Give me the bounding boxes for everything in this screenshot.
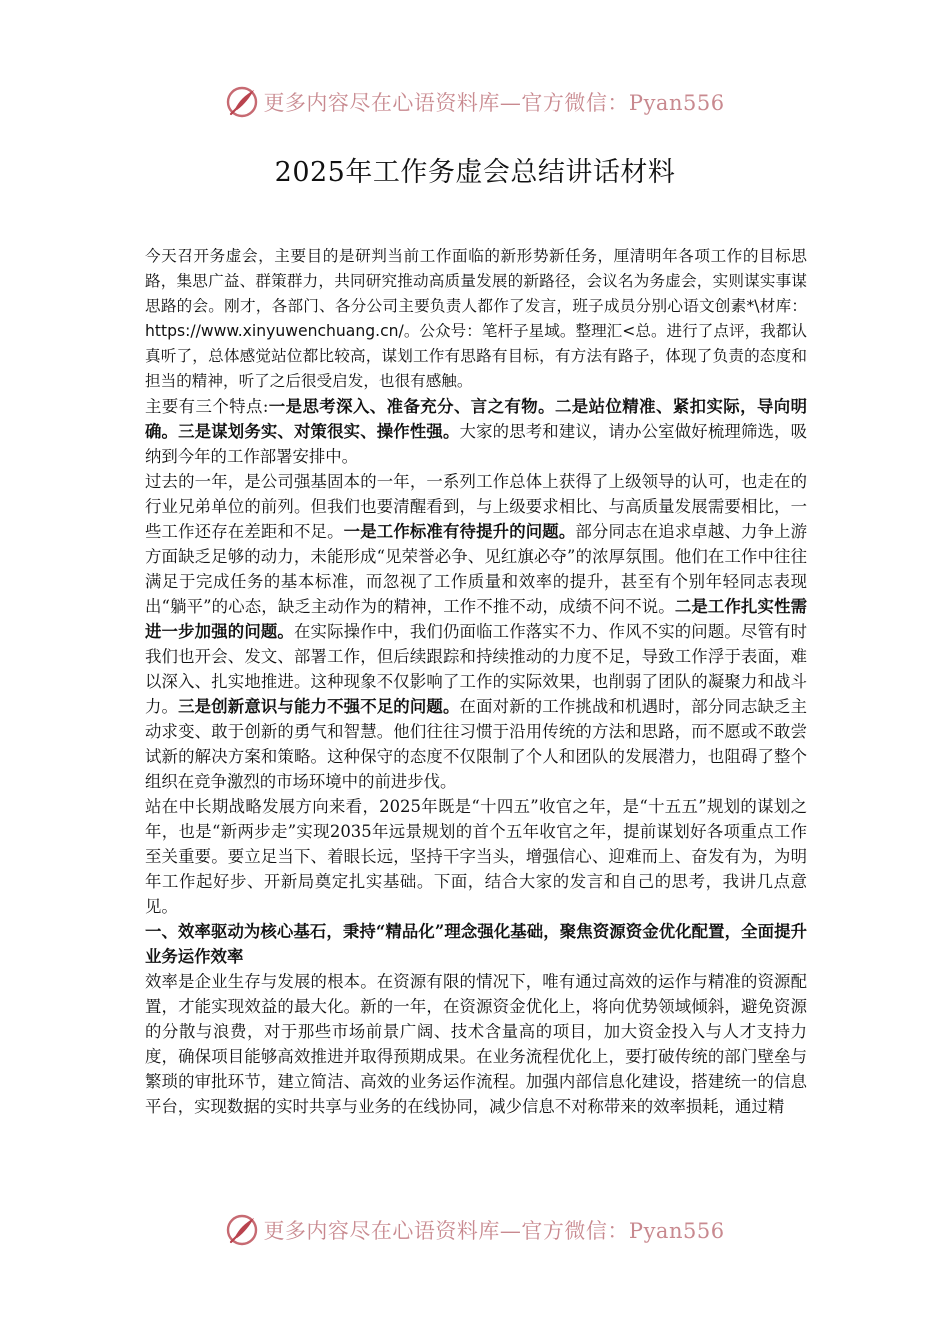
- features-bold: 一是思考深入、准备充分、言之有物。二是站位精准、紧扣实际，导向明确。三是谋划务实、对策很实、操作性强。: [145, 397, 807, 441]
- paragraph-features: [145, 394, 807, 469]
- banner-text: 更多内容尽在心语资料库—官方微信：Pyan556: [263, 91, 725, 115]
- section-heading-1: 一、效率驱动为核心基石，秉持“精品化”理念强化基础，聚焦资源资金优化配置，全面提升业务运作效率: [145, 922, 807, 966]
- problems-lead: 过去的一年，是公司强基固本的一年，一系列工作总体上获得了上级领导的认可，也走在的行业兄弟单位的前列。但我们也要清醒看到，与上级要求相比、与高质量发展需要相比，一些工作还存在差距和不足。: [145, 472, 807, 541]
- paragraph-intro: 今天召开务虚会，主要目的是研判当前工作面临的新形势新任务，厘清明年各项工作的目标思路，集思广益、群策群力，共同研究推动高质量发展的新路径，会议名为务虚会，实则谋实事谋思路的会。刚才，各部门、各分公司主要负责人都作了发言，班子成员分别心语文创素*\材库：https://www.xinyuwenchuang.cn/。公众号：笔杆子星域。整理汇<总。进行了点评，我都认真听了，总体感觉站位都比较高，谋划工作有思路有目标，有方法有路子，体现了负责的态度和担当的精神，听了之后很受启发，也很有感触。: [145, 247, 807, 390]
- problem-two-heading: 二是工作扎实性需进一步加强的问题。: [145, 597, 808, 641]
- problem-two-text: 在实际操作中，我们仍面临工作落实不力、作风不实的问题。尽管有时我们也开会、发文、部署工作，但后续跟踪和持续推动的力度不足，导致工作浮于表面，难以深入、扎实地推进。这种现象不仅影响了工作的实际效果，也削弱了团队的凝聚力和战斗力。: [145, 622, 808, 716]
- paragraph-efficiency: 效率是企业生存与发展的根本。在资源有限的情况下，唯有通过高效的运作与精准的资源配置，才能实现效益的最大化。新的一年，在资源资金优化上，将向优势领域倾斜，避免资源的分散与浪费，对于那些市场前景广阔、技术含量高的项目，加大资金投入与人才支持力度，确保项目能够高效推进并取得预期成果。在业务流程优化上，要打破传统的部门壁垒与繁琐的审批环节，建立简洁、高效的业务运作流程。加强内部信息化建设，搭建统一的信息平台，实现数据的实时共享与业务的在线协同，减少信息不对称带来的效率损耗，通过精: [145, 972, 807, 1116]
- paragraph-strategy: 站在中长期战略发展方向来看，2025年既是“十四五”收官之年，是“十五五”规划的谋划之年，也是“新两步走”实现2035年远景规划的首个五年收官之年，提前谋划好各项重点工作至关重要。要立足当下、着眼长远，坚持干字当头，增强信心、迎难而上、奋发有为，为明年工作起好步、开新局奠定扎实基础。下面，结合大家的发言和自己的思考，我讲几点意见。: [145, 797, 807, 916]
- banner-text: 更多内容尽在心语资料库—官方微信：Pyan556: [263, 1219, 725, 1243]
- problem-one-heading: 一是工作标准有待提升的问题。: [343, 522, 576, 541]
- problem-three-text: 在面对新的工作挑战和机遇时，部分同志缺乏主动求变、敢于创新的勇气和智慧。他们往往习惯于沿用传统的方法和思路，而不愿或不敢尝试新的解决方案和策略。这种保守的态度不仅限制了个人和团队的发展潜力，也阻碍了整个组织在竞争激烈的市场环境中的前进步伐。: [145, 697, 808, 791]
- problem-three-heading: 三是创新意识与能力不强不足的问题。: [178, 697, 460, 716]
- document-body: [145, 244, 807, 1119]
- header-banner: [0, 82, 950, 122]
- footer-banner: [0, 1210, 950, 1250]
- features-tail: 大家的思考和建议，请办公室做好梳理筛选，吸纳到今年的工作部署安排中。: [145, 422, 808, 466]
- quill-logo-icon: [225, 85, 259, 119]
- problem-one-text: 部分同志在追求卓越、力争上游方面缺乏足够的动力，未能形成“见荣誉必争、见红旗必夺”的浓厚氛围。他们在工作中往往满足于完成任务的基本标准，而忽视了工作质量和效率的提升，甚至有个别年轻同志表现出“躺平”的心态，缺乏主动作为的精神，工作不推不动，成绩不问不说。: [145, 522, 808, 616]
- features-lead: 主要有三个特点:: [145, 397, 269, 416]
- document-title: 2025年工作务虚会总结讲话材料: [274, 157, 676, 188]
- paragraph-problems: [145, 469, 807, 794]
- quill-logo-icon: [225, 1213, 259, 1247]
